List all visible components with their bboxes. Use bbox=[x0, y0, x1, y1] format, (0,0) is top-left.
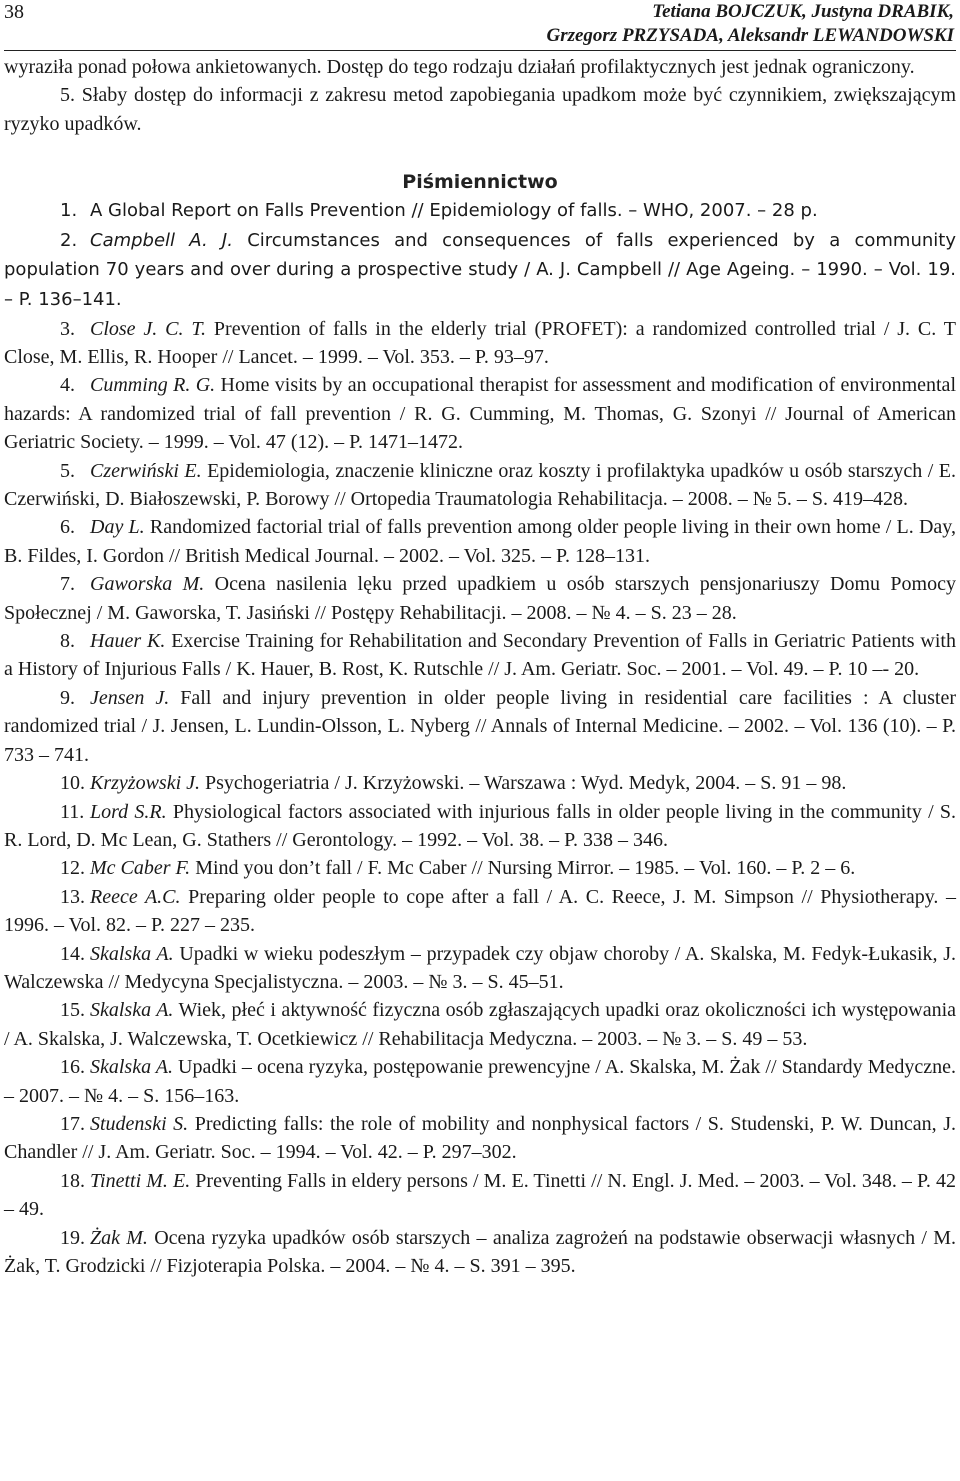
reference-item bbox=[4, 1053, 956, 1110]
reference-number: 14. bbox=[60, 942, 85, 965]
reference-number: 16. bbox=[60, 1056, 85, 1079]
reference-item bbox=[4, 196, 956, 226]
reference-text: Ocena ryzyka upadków osób starszych – analiza zagrożeń na podstawie obserwacji własnych / M. Żak, T. Grodzicki // Fizjoterapia Polska. – 2004. – № 4. – S. 391 – 395. bbox=[4, 1226, 956, 1277]
reference-author: Reece A.C. bbox=[90, 885, 181, 908]
reference-number: 17. bbox=[60, 1112, 85, 1135]
reference-number: 5. bbox=[60, 459, 75, 482]
reference-author: Jensen J. bbox=[90, 686, 170, 709]
running-head-line-2: Grzegorz PRZYSADA, Aleksandr LEWANDOWSKI bbox=[546, 25, 954, 46]
bibliography-heading: Piśmiennictwo bbox=[402, 171, 558, 194]
running-head-line-1: Tetiana BOJCZUK, Justyna DRABIK, bbox=[652, 1, 954, 22]
reference-text: Mind you don’t fall / F. Mc Caber // Nursing Mirror. – 1985. – Vol. 160. – P. 2 – 6. bbox=[190, 857, 856, 880]
reference-number: 15. bbox=[60, 999, 85, 1022]
reference-text: Physiological factors associated with injurious falls in older people living in the community / S. R. Lord, D. Mc Lean, G. Stathers // Gerontology. – 1992. – Vol. 38. – P. 338 – 346. bbox=[4, 800, 956, 851]
page-number: 38 bbox=[4, 1, 24, 23]
reference-number: 3. bbox=[60, 317, 75, 340]
reference-text: A Global Report on Falls Prevention // Epidemiology of falls. – WHO, 2007. – 28 p. bbox=[90, 200, 818, 222]
reference-author: Day L. bbox=[90, 516, 145, 539]
reference-author: Mc Caber F. bbox=[90, 857, 191, 880]
reference-author: Skalska A. bbox=[90, 999, 174, 1022]
reference-text: Psychogeriatria / J. Krzyżowski. – Warszawa : Wyd. Medyk, 2004. – S. 91 – 98. bbox=[200, 772, 847, 795]
reference-number: 9. bbox=[60, 686, 75, 709]
reference-item bbox=[4, 513, 956, 570]
reference-number: 7. bbox=[60, 573, 75, 596]
reference-item bbox=[4, 684, 956, 769]
reference-item bbox=[4, 315, 956, 372]
intro-continuation: wyraziła ponad połowa ankietowanych. Dostęp do tego rodzaju działań profilaktycznych jest jednak ograniczony. bbox=[4, 56, 915, 78]
reference-author: Tinetti M. E. bbox=[90, 1169, 191, 1192]
reference-author: Lord S.R. bbox=[90, 800, 167, 823]
reference-number: 18. bbox=[60, 1169, 85, 1192]
reference-author: Studenski S. bbox=[90, 1112, 189, 1135]
reference-item bbox=[4, 226, 956, 315]
reference-author: Skalska A. bbox=[90, 1056, 173, 1079]
reference-number: 19. bbox=[60, 1226, 85, 1249]
reference-text: Exercise Training for Rehabilitation and Secondary Prevention of Falls in Geriatric Patients with a History of Injurious Falls / K. Hauer, B. Rost, K. Rutschle // J. Am. Geriatr. Soc. – 2001. – Vol. 49. – P. 10 –- 20. bbox=[4, 630, 956, 681]
reference-item bbox=[4, 1167, 956, 1224]
page-header bbox=[4, 0, 956, 51]
reference-number: 4. bbox=[60, 374, 75, 397]
running-head-authors bbox=[546, 0, 954, 48]
reference-number: 8. bbox=[60, 630, 75, 653]
reference-author: Skalska A. bbox=[90, 942, 174, 965]
reference-author: Żak M. bbox=[90, 1226, 148, 1249]
reference-text: Home visits by an occupational therapist for assessment and modification of environmental hazards: A randomized trial of fall prevention / R. G. Cumming, M. Thomas, G. Szonyi // Journal of American Geriatric Society. – 1999. – Vol. 47 (12). – P. 1471–1472. bbox=[4, 374, 956, 454]
reference-item bbox=[4, 854, 956, 882]
reference-list bbox=[4, 196, 956, 1280]
reference-number: 1. bbox=[60, 200, 78, 222]
reference-author: Hauer K. bbox=[90, 630, 166, 653]
reference-text: Predicting falls: the role of mobility and nonphysical factors / S. Studenski, P. W. Duncan, J. Chandler // J. Am. Geriatr. Soc. – 1994. – Vol. 42. – P. 297–302. bbox=[4, 1112, 956, 1164]
reference-author: Krzyżowski J. bbox=[90, 772, 200, 795]
reference-number: 2. bbox=[60, 229, 78, 251]
reference-number: 6. bbox=[60, 516, 75, 539]
reference-text: Circumstances and consequences of falls experienced by a community population 70 years and over during a prospective study / A. J. Campbell // Age Ageing. – 1990. – Vol. 19. – P. 136–141. bbox=[4, 229, 956, 310]
reference-text: Prevention of falls in the elderly trial (PROFET): a randomized controlled trial / J. C. T Close, M. Ellis, R. Hooper // Lancet. – 1999. – Vol. 353. – P. 93–97. bbox=[4, 317, 956, 368]
reference-item bbox=[4, 883, 956, 940]
reference-text: Upadki – ocena ryzyka, postępowanie prewencyjne / A. Skalska, M. Żak // Standardy Medyczne. – 2007. – № 4. – S. 156–163. bbox=[4, 1056, 956, 1107]
reference-author: Gaworska M. bbox=[90, 573, 205, 596]
reference-text: Randomized factorial trial of falls prevention among older people living in their own home / L. Day, B. Fildes, I. Gordon // British Medical Journal. – 2002. – Vol. 325. – P. 128–131. bbox=[4, 516, 956, 567]
reference-number: 11. bbox=[60, 800, 85, 823]
reference-text: Ocena nasilenia lęku przed upadkiem u osób starszych pensjonariuszy Domu Pomocy Społecznej / M. Gaworska, T. Jasiński // Postępy Rehabilitacji. – 2008. – № 4. – S. 23 – 28. bbox=[4, 573, 956, 624]
reference-item bbox=[4, 457, 956, 514]
reference-item bbox=[4, 996, 956, 1053]
reference-text: Preparing older people to cope after a fall / A. C. Reece, J. M. Simpson // Physiotherapy. – 1996. – Vol. 82. – P. 227 – 235. bbox=[4, 885, 957, 937]
reference-number: 13. bbox=[60, 885, 85, 908]
reference-item bbox=[4, 627, 956, 684]
reference-item bbox=[4, 769, 956, 797]
reference-author: Close J. C. T. bbox=[90, 317, 207, 340]
reference-author: Campbell A. J. bbox=[90, 229, 233, 251]
reference-text: Preventing Falls in eldery persons / M. E. Tinetti // N. Engl. J. Med. – 2003. – Vol. 348. – P. 42 – 49. bbox=[4, 1169, 957, 1221]
reference-author: Czerwiński E. bbox=[90, 459, 202, 482]
reference-item bbox=[4, 940, 956, 997]
reference-item bbox=[4, 1224, 956, 1281]
reference-item bbox=[4, 1110, 956, 1167]
reference-text: Wiek, płeć i aktywność fizyczna osób zgłaszających upadki oraz okoliczności ich występowania / A. Skalska, J. Walczewska, T. Ocetkiewicz // Rehabilitacja Medyczna. – 2003. – № 3. – S. 49 – 53. bbox=[4, 999, 957, 1050]
reference-item bbox=[4, 570, 956, 627]
reference-text: Fall and injury prevention in older people living in residential care facilities : A cluster randomized trial / J. Jensen, L. Lundin-Olsson, L. Nyberg // Annals of Internal Medicine. – 2002. – Vol. 136 (10). – P. 733 – 741. bbox=[4, 686, 957, 766]
reference-number: 12. bbox=[60, 857, 85, 880]
conclusion-point-5: 5. Słaby dostęp do informacji z zakresu metod zapobiegania upadkom może być czynnikiem, zwiększającym ryzyko upadków. bbox=[4, 84, 956, 135]
reference-number: 10. bbox=[60, 772, 85, 795]
reference-text: Upadki w wieku podeszłym – przypadek czy objaw choroby / A. Skalska, M. Fedyk-Łukasik, J. Walczewska // Medycyna Specjalistyczna. – 2003. – № 3. – S. 45–51. bbox=[4, 942, 956, 993]
reference-item bbox=[4, 371, 956, 456]
reference-item bbox=[4, 798, 956, 855]
reference-author: Cumming R. G. bbox=[90, 374, 216, 397]
reference-text: Epidemiologia, znaczenie kliniczne oraz koszty i profilaktyka upadków u osób starszych / E. Czerwiński, D. Białoszewski, P. Borowy // Ortopedia Traumatologia Rehabilitacja. – 2008. – № 5. – S. 419–428. bbox=[4, 459, 956, 511]
